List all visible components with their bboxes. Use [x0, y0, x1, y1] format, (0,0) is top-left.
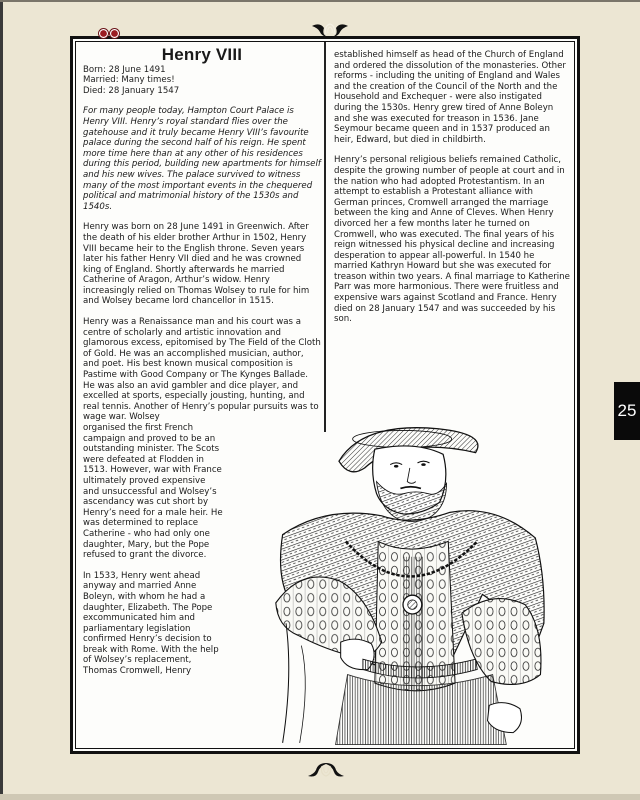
right-column [334, 42, 570, 325]
fact-died: Died: 28 January 1547 [83, 85, 180, 96]
page-top-edge [0, 0, 640, 2]
fact-married: Married: Many times! [83, 75, 175, 86]
page-number-tab [614, 382, 640, 440]
fleur-ornament-icon [306, 762, 346, 780]
fact-list [83, 65, 321, 97]
page-number: 25 [617, 401, 637, 420]
page-title: Henry VIII [161, 45, 243, 64]
body-paragraph-continued: organised the first French campaign and proved to be an outstanding minister. The Scots were defeated at Flodden in 1513. However, war with France ultimately proved expensive and unsuccessful and Wolsey’s ascendancy was cut short by Henry’s need for a male heir. He was determined to replace Catherine - who had only one daughter, Mary, but the Pope refused to grant the divorce. [83, 423, 223, 561]
body-paragraph: Henry’s personal religious beliefs remained Catholic, despite the growing number of people at court and in the nation who had adopted Protestantism. In an attempt to establish a Protestant alliance with German princes, Cromwell arranged the marriage between the king and Anne of Cleves. When Henry divorced her a few months later he turned on Cromwell, who was executed. The final years of his reign witnessed his physical decline and increasing desperation to appear all-powerful. In 1540 he married Kathryn Howard but she was executed for treason within two years. A final marriage to Katherine Parr was more harmonious. There were fruitless and expensive wars against Scotland and France. Henry died on 28 January 1547 and was succeeded by his son. [334, 155, 570, 325]
body-paragraph: Henry was born on 28 June 1491 in Greenwich. After the death of his elder brother Arthur in 1502, Henry VIII became heir to the English throne. Seven years later his father Henry VII died and he was crowned king of England. Shortly afterwards he married Catherine of Aragon, Arthur’s widow. Henry increasingly relied on Thomas Wolsey to rule for him and Wolsey became lord chancellor in 1515. [83, 222, 310, 307]
body-paragraph: established himself as head of the Church of England and ordered the dissolution of the monasteries. Other reforms - including the uniting of England and Wales and the creation of the Council of the North and the Household and Exchequer - were also instigated during the 1530s. Henry grew tired of Anne Boleyn and she was executed for treason in 1536. Jane Seymour became queen and in 1537 produced an heir, Edward, but died in childbirth. [334, 50, 566, 145]
tudor-rose-icon [98, 28, 120, 39]
page-bottom-edge [0, 794, 640, 800]
body-paragraph: In 1533, Henry went ahead anyway and married Anne Boleyn, with whom he had a daughter, Elizabeth. The Pope excommunicated him and parliamentary legislation confirmed Henry’s decision to break with Rome. With the help of Wolsey’s replacement, Thomas Cromwell, Henry [83, 570, 219, 677]
fact-born: Born: 28 June 1491 [83, 64, 166, 75]
column-divider [324, 42, 326, 432]
fleur-ornament-icon [310, 20, 350, 38]
page-binding-edge [0, 0, 3, 800]
intro-paragraph: For many people today, Hampton Court Palace is Henry VIII. Henry’s royal standard flies over the gatehouse and it truly became Henry VIII’s favourite palace during the second half of his reign. He spent more time here than at any other of his residences during this period, building new apartments for himself and his new wives. The palace survived to witness many of the most important events in the chequered political and matrimonial history of the 1530s and 1540s. [83, 106, 321, 212]
left-column [83, 42, 321, 677]
body-paragraph: Henry was a Renaissance man and his court was a centre of scholarly and artistic innovation and glamorous excess, epitomised by The Field of the Cloth of Gold. He was an accomplished musician, author, and poet. His best known musical composition is Pastime with Good Company or The Kynges Ballade. He was also an avid gambler and dice player, and excelled at sports, especially jousting, hunting, and real tennis. Another of Henry’s popular pursuits was to wage war. Wolsey [83, 317, 321, 423]
